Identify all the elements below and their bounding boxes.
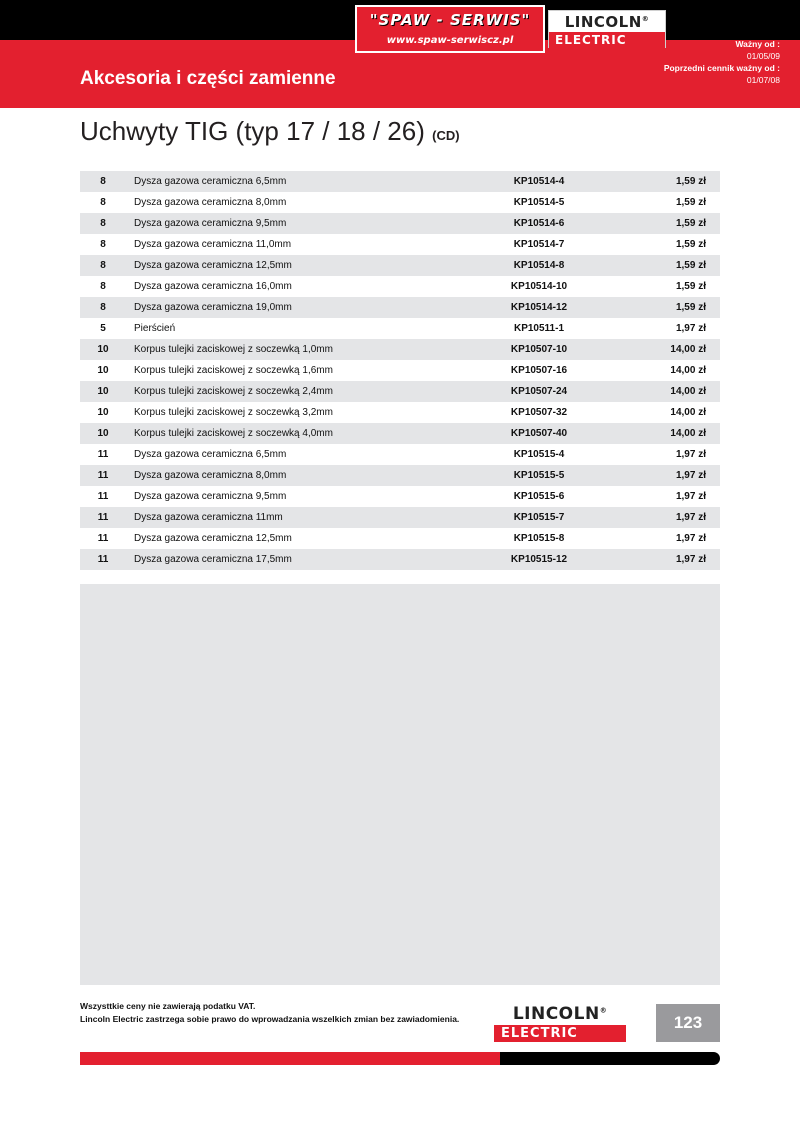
table-row — [80, 213, 720, 234]
cell-description: Dysza gazowa ceramiczna 8,0mm — [134, 197, 287, 208]
cell-price: 1,97 zł — [675, 470, 706, 481]
cell-quantity: 8 — [100, 302, 106, 313]
cell-quantity: 11 — [97, 554, 109, 565]
cell-quantity: 11 — [97, 533, 109, 544]
cell-description: Dysza gazowa ceramiczna 12,5mm — [134, 260, 292, 271]
cell-price: 1,59 zł — [675, 176, 706, 187]
valid-from-date: 01/05/09 — [746, 51, 780, 61]
cell-description: Korpus tulejki zaciskowej z soczewką 4,0mm — [134, 428, 333, 439]
valid-from-label: Ważny od : — [735, 39, 780, 49]
spaw-serwis-wordmark: "SPAW - SERWIS" — [369, 11, 531, 29]
cell-description: Dysza gazowa ceramiczna 12,5mm — [134, 533, 292, 544]
cell-quantity: 11 — [97, 512, 109, 523]
cell-part-code: KP10515-8 — [513, 533, 565, 544]
cell-part-code: KP10515-12 — [510, 554, 568, 565]
table-row — [80, 444, 720, 465]
cell-quantity: 10 — [97, 365, 109, 376]
cell-description: Dysza gazowa ceramiczna 9,5mm — [134, 491, 287, 502]
cell-quantity: 10 — [97, 386, 109, 397]
cell-quantity: 11 — [97, 470, 109, 481]
table-row — [80, 402, 720, 423]
cell-price: 14,00 zł — [670, 407, 706, 418]
cell-quantity: 8 — [100, 281, 106, 292]
cell-price: 1,97 zł — [675, 512, 706, 523]
table-row — [80, 423, 720, 444]
cell-description: Dysza gazowa ceramiczna 9,5mm — [134, 218, 287, 229]
table-row — [80, 255, 720, 276]
cell-part-code: KP10514-5 — [513, 197, 565, 208]
cell-price: 1,97 zł — [675, 533, 706, 544]
lincoln-wordmark-top: LINCOLN — [564, 13, 642, 31]
table-row — [80, 360, 720, 381]
cell-part-code: KP10514-4 — [513, 176, 565, 187]
table-row — [80, 318, 720, 339]
cell-part-code: KP10507-32 — [510, 407, 568, 418]
cell-description: Dysza gazowa ceramiczna 11,0mm — [134, 239, 292, 250]
spaw-serwis-logo — [355, 5, 545, 53]
cell-price: 1,97 zł — [675, 554, 706, 565]
registered-mark-icon: ® — [641, 15, 650, 23]
cell-price: 1,59 zł — [675, 197, 706, 208]
cell-part-code: KP10515-6 — [513, 491, 565, 502]
cell-price: 1,59 zł — [675, 218, 706, 229]
spaw-serwis-website: www.spaw-serwiscz.pl — [386, 35, 514, 46]
table-row — [80, 465, 720, 486]
cell-price: 14,00 zł — [670, 386, 706, 397]
table-row — [80, 339, 720, 360]
cell-quantity: 8 — [100, 239, 106, 250]
page-title-suffix: (CD) — [432, 128, 460, 143]
cell-quantity: 8 — [100, 218, 106, 229]
table-row — [80, 549, 720, 570]
cell-quantity: 10 — [97, 344, 109, 355]
table-row — [80, 381, 720, 402]
cell-part-code: KP10507-10 — [510, 344, 568, 355]
product-table — [80, 171, 720, 570]
cell-part-code: KP10514-8 — [513, 260, 565, 271]
table-row — [80, 234, 720, 255]
cell-quantity: 8 — [100, 260, 106, 271]
cell-part-code: KP10515-7 — [513, 512, 565, 523]
previous-price-label: Poprzedni cennik ważny od : — [663, 63, 780, 73]
cell-part-code: KP10514-10 — [510, 281, 568, 292]
cell-price: 1,97 zł — [675, 449, 706, 460]
electric-wordmark-top: ELECTRIC — [549, 32, 665, 48]
cell-quantity: 11 — [97, 449, 109, 460]
cell-price: 1,59 zł — [675, 302, 706, 313]
cell-part-code: KP10511-1 — [513, 323, 565, 334]
cell-quantity: 10 — [97, 407, 109, 418]
footer-disclaimer — [80, 1000, 459, 1026]
lincoln-wordmark-footer: LINCOLN — [512, 1004, 600, 1024]
cell-price: 14,00 zł — [670, 365, 706, 376]
table-row — [80, 276, 720, 297]
page-title — [80, 116, 460, 147]
table-row — [80, 297, 720, 318]
electric-wordmark-footer: ELECTRIC — [494, 1025, 626, 1042]
page-number-badge: 123 — [656, 1004, 720, 1042]
cell-description: Korpus tulejki zaciskowej z soczewką 1,6mm — [134, 365, 333, 376]
table-row — [80, 171, 720, 192]
cell-description: Dysza gazowa ceramiczna 19,0mm — [134, 302, 292, 313]
cell-price: 14,00 zł — [670, 344, 706, 355]
cell-description: Dysza gazowa ceramiczna 16,0mm — [134, 281, 292, 292]
cell-price: 1,59 zł — [675, 281, 706, 292]
cell-part-code: KP10515-4 — [513, 449, 565, 460]
cell-description: Dysza gazowa ceramiczna 17,5mm — [134, 554, 292, 565]
cell-price: 1,97 zł — [675, 491, 706, 502]
table-row — [80, 528, 720, 549]
cell-part-code: KP10507-40 — [510, 428, 568, 439]
cell-part-code: KP10507-24 — [510, 386, 568, 397]
cell-quantity: 8 — [100, 176, 106, 187]
cell-quantity: 10 — [97, 428, 109, 439]
section-title: Akcesoria i części zamienne — [80, 68, 336, 89]
cell-description: Pierścień — [134, 323, 176, 334]
registered-mark-icon: ® — [599, 1006, 608, 1015]
cell-price: 1,59 zł — [675, 260, 706, 271]
cell-price: 1,97 zł — [675, 323, 706, 334]
cell-quantity: 5 — [100, 323, 106, 334]
table-row — [80, 507, 720, 528]
cell-description: Dysza gazowa ceramiczna 6,5mm — [134, 449, 287, 460]
cell-price: 14,00 zł — [670, 428, 706, 439]
cell-part-code: KP10514-7 — [513, 239, 565, 250]
table-row — [80, 486, 720, 507]
footer-disclaimer-line-1: Wszysttkie ceny nie zawierają podatku VAT. — [80, 1001, 256, 1011]
cell-description: Korpus tulejki zaciskowej z soczewką 1,0mm — [134, 344, 333, 355]
footer-disclaimer-line-2: Lincoln Electric zastrzega sobie prawo do wprowadzania wszelkich zmian bez zawiadomienia. — [80, 1014, 460, 1024]
bottom-black-bar — [500, 1052, 720, 1065]
price-validity-block — [560, 38, 780, 86]
lincoln-electric-logo-footer — [494, 1004, 626, 1042]
cell-description: Dysza gazowa ceramiczna 11mm — [134, 512, 283, 523]
product-image-panel — [80, 584, 720, 985]
previous-price-date: 01/07/08 — [746, 75, 780, 85]
cell-description: Korpus tulejki zaciskowej z soczewką 2,4mm — [134, 386, 333, 397]
cell-part-code: KP10514-6 — [513, 218, 565, 229]
cell-description: Dysza gazowa ceramiczna 8,0mm — [134, 470, 287, 481]
cell-part-code: KP10507-16 — [510, 365, 568, 376]
cell-price: 1,59 zł — [675, 239, 706, 250]
cell-part-code: KP10514-12 — [510, 302, 568, 313]
cell-quantity: 8 — [100, 197, 106, 208]
page-title-text: Uchwyty TIG (typ 17 / 18 / 26) — [80, 116, 425, 146]
table-row — [80, 192, 720, 213]
cell-quantity: 11 — [97, 491, 109, 502]
cell-part-code: KP10515-5 — [513, 470, 565, 481]
cell-description: Dysza gazowa ceramiczna 6,5mm — [134, 176, 287, 187]
cell-description: Korpus tulejki zaciskowej z soczewką 3,2mm — [134, 407, 333, 418]
bottom-red-bar — [80, 1052, 520, 1065]
